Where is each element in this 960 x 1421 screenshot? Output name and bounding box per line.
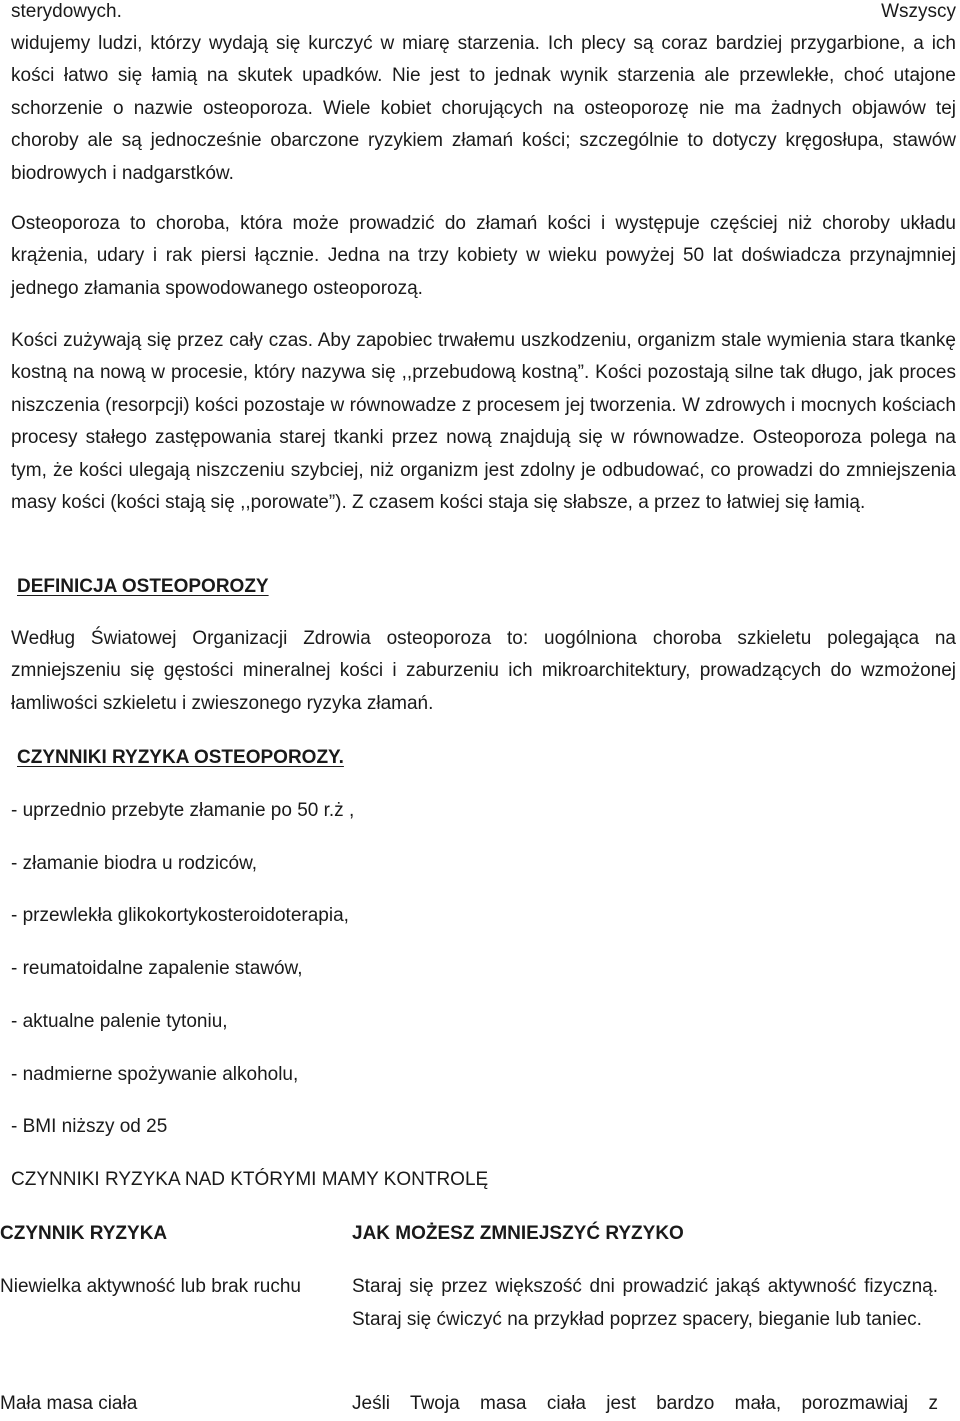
table-header-factor: CZYNNIK RYZYKA <box>0 1223 168 1244</box>
paragraph-who-definition: Według Światowej Organizacji Zdrowia osteoporoza to: uogólniona choroba szkieletu polegająca na zmniejszeniu się gęstości mineralnej kości i zaburzeniu ich mikroarchitektury, prowadzących do wzmożonej łamliwości szkieletu i zwieszonego ryzyka złamań. <box>11 628 956 714</box>
table-cell-factor: Mała masa ciała <box>0 1393 138 1414</box>
risk-item: - złamanie biodra u rodziców, <box>11 853 258 874</box>
table-header-advice: JAK MOŻESZ ZMNIEJSZYĆ RYZYKO <box>352 1223 684 1244</box>
risk-item: - aktualne palenie tytoniu, <box>11 1011 228 1032</box>
heading-risk-factors <box>17 742 344 774</box>
table-cell-advice: Staraj się przez większość dni prowadzić jakąś aktywność fizyczną. Staraj się ćwiczyć na przykład poprzez spacery, bieganie lub taniec. <box>352 1276 938 1330</box>
heading-definition <box>17 571 269 603</box>
risk-item: - reumatoidalne zapalenie stawów, <box>11 958 303 979</box>
top-line-left: sterydowych. <box>11 1 122 22</box>
heading-risk-factors-text: CZYNNIKI RYZYKA OSTEOPOROZY. <box>17 747 344 768</box>
top-line-right: Wszyscy <box>881 1 956 22</box>
risk-item: - uprzednio przebyte złamanie po 50 r.ż , <box>11 800 355 821</box>
paragraph-osteoporosis-prevalence: Osteoporoza to choroba, która może prowadzić do złamań kości i występuje częściej niż choroby układu krążenia, udary i rak piersi łącznie. Jedna na trzy kobiety w wieku powyżej 50 lat doświadcza przynajmniej jednego złamania spowodowanego osteoporozą. <box>11 213 956 299</box>
table-cell-advice: Jeśli Twoja masa ciała jest bardzo mała, porozmawiaj z <box>352 1393 938 1414</box>
paragraph-bone-remodeling: Kości zużywają się przez cały czas. Aby zapobiec trwałemu uszkodzeniu, organizm stale wymienia stara tkankę kostną na nową w procesie, który nazywa się ,,przebudową kostną”. Kości pozostają silne tak długo, jak proces niszczenia (resorpcji) kości pozostaje w równowadze z procesem jej tworzenia. W zdrowych i mocnych kościach procesy stałego zastępowania starej tkanki przez nową znajdują się w równowadze. Osteoporoza polega na tym, że kości ulegają niszczeniu szybciej, niż organizm jest zdolny je odbudować, co prowadzi do zmniejszenia masy kości (kości stają się ,,porowate”). Z czasem kości staja się słabsze, a przez to łatwiej się łamią. <box>11 330 956 514</box>
risk-item: - BMI niższy od 25 <box>11 1116 168 1137</box>
risk-item: - nadmierne spożywanie alkoholu, <box>11 1064 299 1085</box>
table-cell-factor: Niewielka aktywność lub brak ruchu <box>0 1276 301 1297</box>
top-line <box>11 0 956 28</box>
heading-definition-text: DEFINICJA OSTEOPOROZY <box>17 576 269 597</box>
risk-item: - przewlekła glikokortykosteroidoterapia, <box>11 905 349 926</box>
paragraph-aging: widujemy ludzi, którzy wydają się kurczyć w miarę starzenia. Ich plecy są coraz bardziej przygarbione, a ich kości łatwo się łamią na skutek upadków. Nie jest to jednak wynik starzenia ale przewlekłe, choć utajone schorzenie o nazwie osteoporoza. Wiele kobiet chorujących na osteoporozę nie ma żadnych objawów tej choroby ale są jednocześnie obarczone ryzykiem złamań kości; szczególnie to dotyczy kręgosłupa, stawów biodrowych i nadgarstków. <box>11 33 956 184</box>
heading-controllable-risks: CZYNNIKI RYZYKA NAD KTÓRYMI MAMY KONTROLĘ <box>11 1169 489 1190</box>
